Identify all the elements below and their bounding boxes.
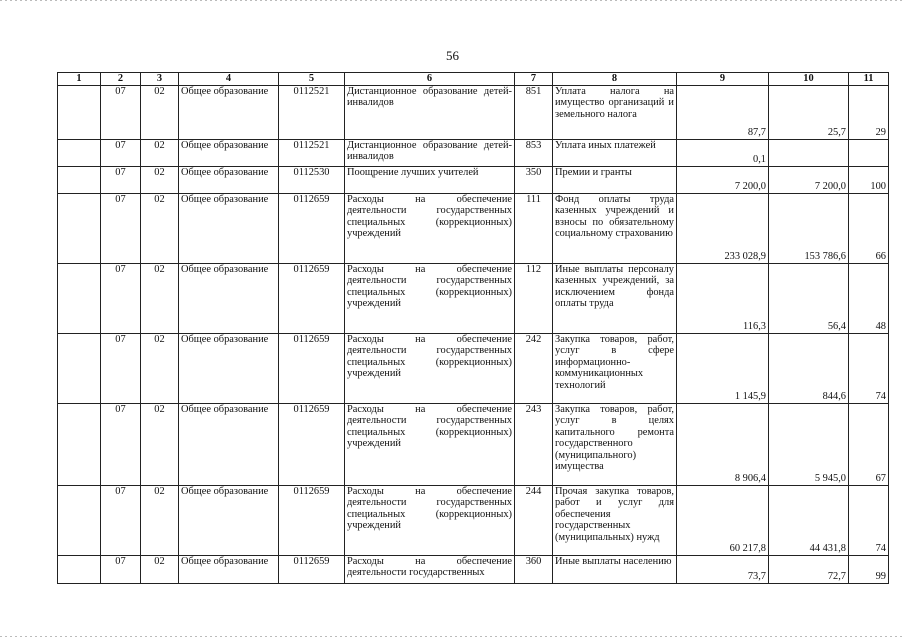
cell-target-name: Расходы на обеспечение деятельности государственных специальных (коррекционных) учреждений [345,263,515,333]
page-number: 56 [446,48,459,63]
table-row [58,263,889,333]
cell-subsection: 02 [141,333,179,403]
scan-bottom-edge [0,636,905,637]
column-header: 9 [677,73,769,86]
column-header: 6 [345,73,515,86]
table-row [58,193,889,263]
cell-col1 [58,166,101,193]
cell-percent: 74 [849,333,889,403]
column-header: 11 [849,73,889,86]
cell-target-code: 0112530 [279,166,345,193]
cell-actual: 844,6 [769,333,849,403]
cell-expense-name: Уплата иных платежей [553,139,677,166]
cell-target-name: Поощрение лучших учителей [345,166,515,193]
cell-actual: 5 945,0 [769,403,849,485]
cell-target-name: Дистанционное образование детей-инвалидов [345,85,515,139]
cell-expense-name: Премии и гранты [553,166,677,193]
cell-subsection-name: Общее образование [179,403,279,485]
cell-percent: 100 [849,166,889,193]
cell-plan: 0,1 [677,139,769,166]
cell-actual: 25,7 [769,85,849,139]
cell-subsection-name: Общее образование [179,193,279,263]
column-header: 2 [101,73,141,86]
cell-plan: 233 028,9 [677,193,769,263]
cell-percent: 67 [849,403,889,485]
scan-top-edge [0,0,905,1]
cell-col1 [58,263,101,333]
cell-section: 07 [101,555,141,583]
cell-expense-name: Иные выплаты населению [553,555,677,583]
cell-percent: 99 [849,555,889,583]
cell-subsection: 02 [141,263,179,333]
table-row [58,485,889,555]
cell-target-code: 0112659 [279,403,345,485]
column-header: 1 [58,73,101,86]
table-row [58,555,889,583]
column-header: 3 [141,73,179,86]
cell-plan: 1 145,9 [677,333,769,403]
cell-expense-name: Иные выплаты персоналу казенных учреждений, за исключением фонда оплаты труда [553,263,677,333]
cell-plan: 87,7 [677,85,769,139]
cell-subsection-name: Общее образование [179,485,279,555]
cell-subsection: 02 [141,193,179,263]
cell-expense-type: 242 [515,333,553,403]
cell-subsection-name: Общее образование [179,139,279,166]
cell-plan: 60 217,8 [677,485,769,555]
cell-section: 07 [101,333,141,403]
cell-expense-type: 350 [515,166,553,193]
cell-actual: 44 431,8 [769,485,849,555]
cell-section: 07 [101,85,141,139]
cell-percent [849,139,889,166]
table-row [58,85,889,139]
cell-expense-name: Уплата налога на имущество организаций и земельного налога [553,85,677,139]
cell-plan: 7 200,0 [677,166,769,193]
cell-target-code: 0112659 [279,485,345,555]
cell-subsection-name: Общее образование [179,263,279,333]
table-row [58,403,889,485]
cell-target-code: 0112521 [279,85,345,139]
table-row [58,333,889,403]
cell-col1 [58,555,101,583]
cell-actual: 153 786,6 [769,193,849,263]
cell-section: 07 [101,485,141,555]
cell-target-name: Расходы на обеспечение деятельности государственных специальных (коррекционных) учреждений [345,333,515,403]
cell-col1 [58,85,101,139]
cell-target-code: 0112659 [279,193,345,263]
cell-expense-type: 111 [515,193,553,263]
cell-col1 [58,193,101,263]
table-row [58,139,889,166]
cell-actual [769,139,849,166]
cell-subsection: 02 [141,403,179,485]
cell-subsection-name: Общее образование [179,333,279,403]
cell-percent: 66 [849,193,889,263]
cell-subsection: 02 [141,85,179,139]
cell-target-name: Расходы на обеспечение деятельности государственных специальных (коррекционных) учреждений [345,485,515,555]
cell-expense-type: 360 [515,555,553,583]
cell-section: 07 [101,193,141,263]
cell-target-name: Расходы на обеспечение деятельности государственных специальных (коррекционных) учреждений [345,403,515,485]
cell-target-name: Расходы на обеспечение деятельности государственных специальных (коррекционных) учреждений [345,193,515,263]
cell-subsection: 02 [141,485,179,555]
cell-expense-type: 112 [515,263,553,333]
cell-subsection: 02 [141,166,179,193]
cell-col1 [58,333,101,403]
cell-plan: 116,3 [677,263,769,333]
cell-percent: 48 [849,263,889,333]
column-header: 8 [553,73,677,86]
cell-percent: 29 [849,85,889,139]
cell-subsection-name: Общее образование [179,85,279,139]
column-header: 10 [769,73,849,86]
cell-col1 [58,403,101,485]
column-header: 5 [279,73,345,86]
cell-section: 07 [101,403,141,485]
cell-expense-name: Закупка товаров, работ, услуг в целях капитального ремонта государственного (муниципального) имущества [553,403,677,485]
cell-target-name: Дистанционное образование детей-инвалидов [345,139,515,166]
cell-subsection-name: Общее образование [179,166,279,193]
cell-expense-type: 851 [515,85,553,139]
cell-target-name: Расходы на обеспечение деятельности государственных [345,555,515,583]
table-row [58,166,889,193]
cell-target-code: 0112659 [279,333,345,403]
cell-plan: 8 906,4 [677,403,769,485]
cell-subsection-name: Общее образование [179,555,279,583]
cell-percent: 74 [849,485,889,555]
column-header: 7 [515,73,553,86]
cell-expense-type: 243 [515,403,553,485]
cell-target-code: 0112659 [279,263,345,333]
cell-col1 [58,139,101,166]
cell-section: 07 [101,139,141,166]
cell-col1 [58,485,101,555]
cell-subsection: 02 [141,555,179,583]
cell-expense-type: 853 [515,139,553,166]
cell-target-code: 0112659 [279,555,345,583]
cell-expense-name: Прочая закупка товаров, работ и услуг для обеспечения государственных (муниципальных) нужд [553,485,677,555]
cell-section: 07 [101,263,141,333]
table-header-row [58,73,889,86]
cell-expense-name: Фонд оплаты труда казенных учреждений и взносы по обязательному социальному страхованию [553,193,677,263]
cell-target-code: 0112521 [279,139,345,166]
cell-expense-type: 244 [515,485,553,555]
cell-subsection: 02 [141,139,179,166]
column-header: 4 [179,73,279,86]
cell-section: 07 [101,166,141,193]
cell-actual: 72,7 [769,555,849,583]
budget-table [57,72,889,584]
cell-actual: 7 200,0 [769,166,849,193]
cell-actual: 56,4 [769,263,849,333]
cell-plan: 73,7 [677,555,769,583]
cell-expense-name: Закупка товаров, работ, услуг в сфере информационно-коммуникационных технологий [553,333,677,403]
